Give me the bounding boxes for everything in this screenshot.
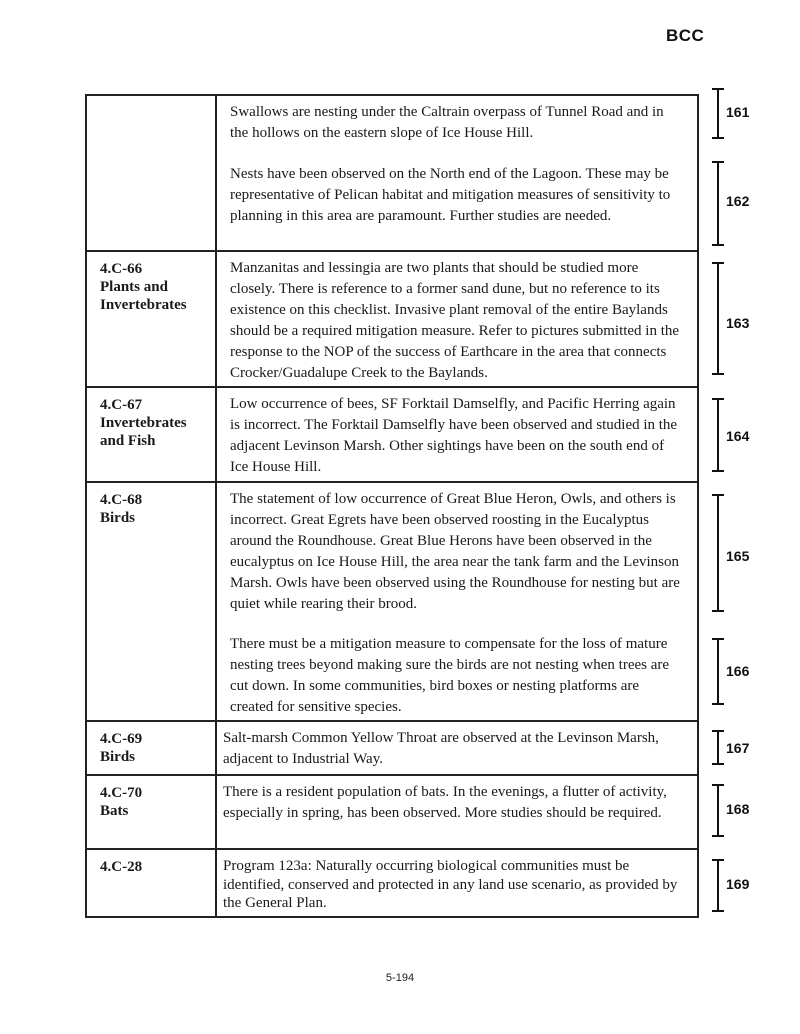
comment-cell [217,850,697,916]
item-id: 4.C-67 [100,397,143,413]
table-row [87,774,697,849]
item-topic: Invertebrates and Fish [100,415,187,449]
comment-paragraph: Manzanitas and lessingia are two plants that should be studied more closely. There is reference to a former sand dune, but no reference to its existence on this checklist. Invasive plant removal of the entire Baylands should be a required mitigation measure. Refer to pictures submitted in the response to the NOP of the success of Earthcare in the area that connects Crocker/Guadalupe Creek to the Baylands. [230,260,680,381]
table-row [87,250,697,387]
comment-cell [217,722,697,775]
comment-number: 166 [726,663,750,679]
item-id: 4.C-70 [100,785,143,801]
topic-cell [87,776,217,849]
item-id: 4.C-66 [100,261,143,277]
comment-number: 168 [726,801,750,817]
comment-paragraph: There must be a mitigation measure to compensate for the loss of mature nesting trees beyond making sure the birds are not nesting when trees are cut down. In some communities, bird boxes or nesting platforms are created for sensitive species. [230,636,670,715]
comment-cell [217,483,697,721]
comment-number: 163 [726,315,750,331]
table-row [87,720,697,775]
item-topic: Birds [100,510,136,526]
item-id: 4.C-28 [100,859,143,875]
comment-paragraph: Swallows are nesting under the Caltrain overpass of Tunnel Road and in the hollows on the eastern slope of Ice House Hill. [230,104,664,141]
topic-cell [87,388,217,482]
comment-bracket [712,730,724,765]
table-row [87,96,697,252]
page-number: 5-194 [385,972,415,984]
table-row [87,481,697,721]
comment-bracket [712,398,724,472]
comment-bracket [712,88,724,139]
comment-bracket [712,784,724,837]
comment-paragraph: There is a resident population of bats. In the evenings, a flutter of activity, especially in spring, has been observed. More studies should be required. [223,784,667,821]
comment-number: 165 [726,548,750,564]
comment-bracket [712,638,724,705]
topic-cell [87,850,217,916]
comment-number: 169 [726,876,750,892]
item-id: 4.C-69 [100,731,143,747]
topic-cell [87,252,217,387]
comment-number: 164 [726,428,750,444]
comment-paragraph: Low occurrence of bees, SF Forktail Damselfly, and Pacific Herring again is incorrect. The Forktail Damselfly have been observed and studied in the adjacent Levinson Marsh. Other sightings have been on the south end of Ice House Hill. [230,396,678,475]
comment-bracket [712,262,724,375]
comment-cell [217,388,697,482]
topic-cell [87,96,217,252]
comment-paragraph: The statement of low occurrence of Great Blue Heron, Owls, and others is incorrect. Great Egrets have been observed roosting in the Eucalyptus around the Roundhouse. Great Blue Herons have been observed in the eucalyptus on Ice House Hill, the area near the tank farm and the Levinson Marsh. Owls have been observed using the Roundhouse for nesting but are quiet while rearing their brood. [230,491,680,612]
comment-number: 161 [726,104,750,120]
topic-cell [87,483,217,721]
document-code: BCC [666,26,705,45]
comment-paragraph: Program 123a: Naturally occurring biological communities must be identified, conserved and protected in any land use scenario, as provided by the General Plan. [223,858,678,911]
comment-bracket [712,494,724,612]
comment-cell [217,96,697,252]
comment-number: 167 [726,740,750,756]
table-row [87,386,697,482]
topic-cell [87,722,217,775]
comment-number: 162 [726,193,750,209]
comment-table [85,94,699,918]
comment-bracket [712,859,724,912]
comment-bracket [712,161,724,246]
comment-cell [217,252,697,387]
item-topic: Plants and Invertebrates [100,279,187,313]
item-topic: Bats [100,803,129,819]
table-row [87,848,697,916]
comment-paragraph: Nests have been observed on the North end of the Lagoon. These may be representative of Pelican habitat and mitigation measures of sensitivity to planning in this area are paramount. Further studies are needed. [230,166,671,224]
comment-cell [217,776,697,849]
item-topic: Birds [100,749,136,765]
item-id: 4.C-68 [100,492,143,508]
comment-paragraph: Salt-marsh Common Yellow Throat are observed at the Levinson Marsh, adjacent to Industrial Way. [223,730,659,767]
